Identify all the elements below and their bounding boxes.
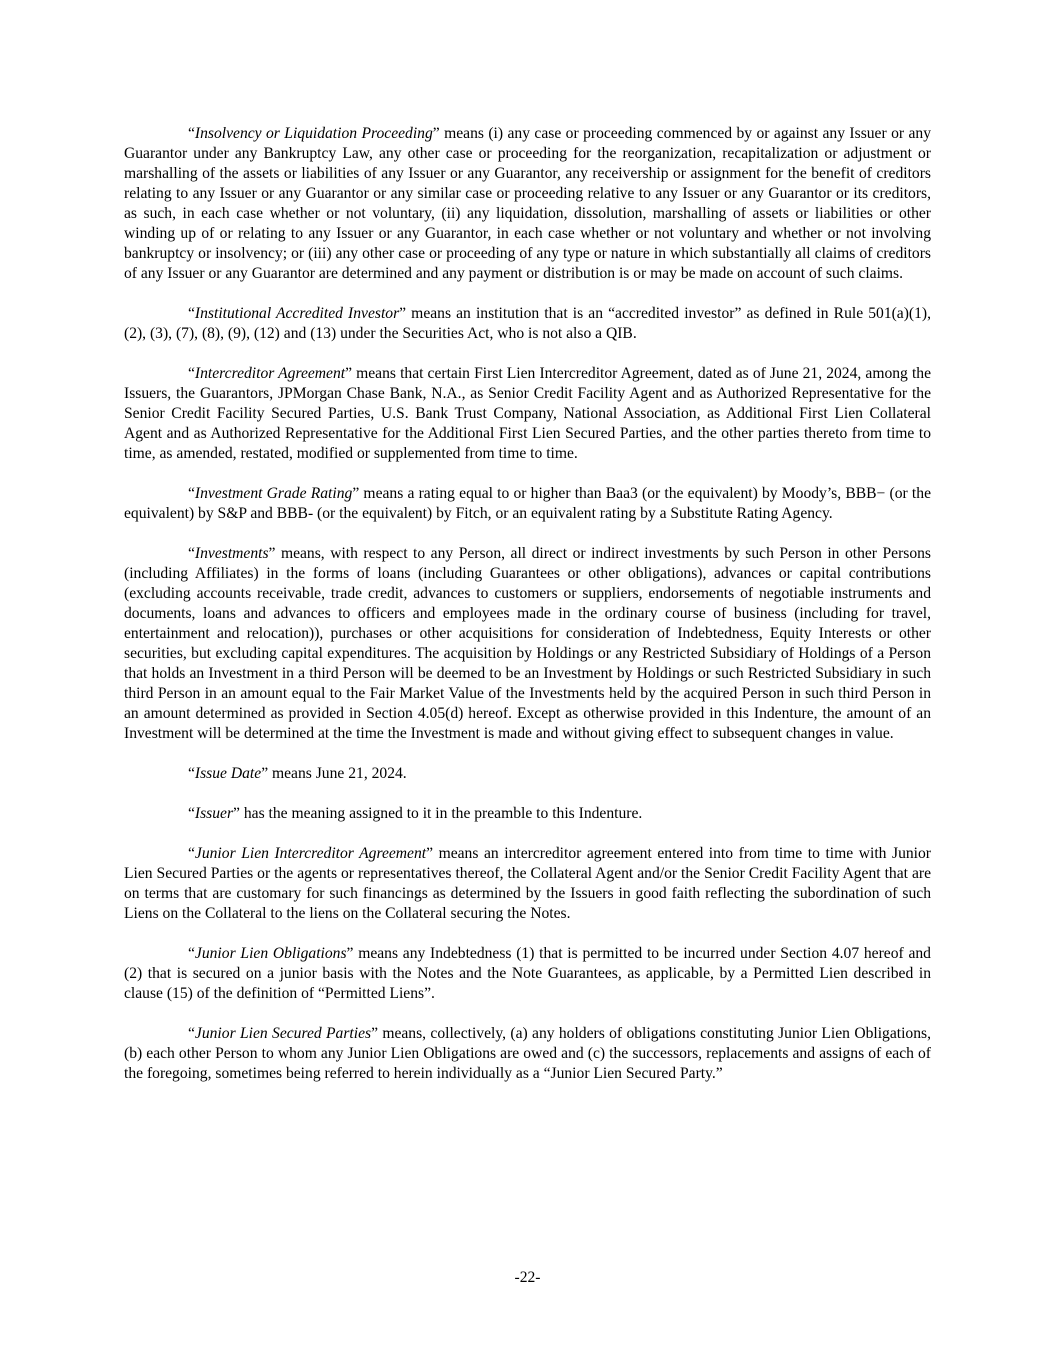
- definition-paragraph: [124, 304, 931, 344]
- definition-paragraph: [124, 944, 931, 1004]
- open-quote: “: [188, 545, 195, 562]
- definition-text: ” means an intercreditor agreement entered into from time to time with Junior Lien Secured Parties or the agents or representatives thereof, the Collateral Agent and/or the Senior Credit Facility Agent that are on terms that are customary for such financings as determined by the Issuers in good faith reflecting the subordination of such Liens on the Collateral to the liens on the Collateral securing the Notes.: [124, 845, 931, 922]
- definition-text: ” means any Indebtedness (1) that is permitted to be incurred under Section 4.07 hereof and (2) that is secured on a junior basis with the Notes and the Note Guarantees, as applicable, by a Permitted Lien described in clause (15) of the definition of “Permitted Liens”.: [124, 945, 931, 1002]
- definition-text: ” means June 21, 2024.: [261, 765, 407, 782]
- defined-term: Investments: [194, 545, 269, 562]
- definition-text: ” has the meaning assigned to it in the preamble to this Indenture.: [233, 805, 643, 822]
- definition-paragraph: [124, 764, 931, 784]
- definition-text: ” means a rating equal to or higher than Baa3 (or the equivalent) by Moody’s, BBB− (or the equivalent) by S&P and BBB- (or the equivalent) by Fitch, or an equivalent rating by a Substitute Rating Agency.: [124, 485, 931, 522]
- open-quote: “: [188, 125, 195, 142]
- defined-term: Investment Grade Rating: [194, 485, 353, 502]
- definition-paragraph: [124, 804, 931, 824]
- definition-text: ” means an institution that is an “accredited investor” as defined in Rule 501(a)(1), (2), (3), (7), (8), (9), (12) and (13) under the Securities Act, who is not also a QIB.: [124, 305, 932, 342]
- open-quote: “: [188, 305, 195, 322]
- definition-text: ” means, collectively, (a) any holders of obligations constituting Junior Lien Obligations, (b) each other Person to whom any Junior Lien Obligations are owed and (c) the successors, replacements and assigns of each of the foregoing, sometimes being referred to herein individually as a “Junior Lien Secured Party.”: [124, 1025, 931, 1082]
- definition-text: ” means (i) any case or proceeding commenced by or against any Issuer or any Guarantor under any Bankruptcy Law, any other case or proceeding for the reorganization, recapitalization or adjustment or marshalling of the assets or liabilities of any Issuer or any Guarantor, any receivership or assignment for the benefit of creditors relating to any Issuer or any Guarantor or any similar case or proceeding relative to any Issuer or any Guarantor or its creditors, as such, in each case whether or not voluntary, (ii) any liquidation, dissolution, marshalling of assets or liabilities or other winding up of or relating to any Issuer or any Guarantor, in each case whether or not voluntary and whether or not involving bankruptcy or insolvency; or (iii) any other case or proceeding of any type or nature in which substantially all claims of creditors of any Issuer or any Guarantor are determined and any payment or distribution is or may be made on account of such claims.: [124, 125, 931, 282]
- defined-term: Junior Lien Obligations: [194, 945, 347, 962]
- defined-term: Intercreditor Agreement: [194, 365, 346, 382]
- defined-term: Junior Lien Intercreditor Agreement: [194, 845, 427, 862]
- open-quote: “: [188, 845, 195, 862]
- defined-term: Insolvency or Liquidation Proceeding: [194, 125, 433, 142]
- defined-term: Issue Date: [194, 765, 262, 782]
- open-quote: “: [188, 805, 195, 822]
- definition-paragraph: [124, 364, 931, 464]
- definition-paragraph: [124, 844, 931, 924]
- defined-term: Issuer: [194, 805, 234, 822]
- definition-text: ” means, with respect to any Person, all direct or indirect investments by such Person in other Persons (including Affiliates) in the forms of loans (including Guarantees or other obligations), advances or capital contributions (excluding accounts receivable, trade credit, advances to customers or suppliers, endorsements of negotiable instruments and documents, loans and advances to officers and employees made in the ordinary course of business (including for travel, entertainment and relocation)), purchases or other acquisitions for consideration of Indebtedness, Equity Interests or other securities, but excluding capital expenditures. The acquisition by Holdings or any Restricted Subsidiary of Holdings of a Person that holds an Investment in a third Person will be deemed to be an Investment by Holdings or such Restricted Subsidiary in such third Person in an amount equal to the Fair Market Value of the Investments held by the acquired Person in such third Person in an amount determined as provided in Section 4.05(d) hereof. Except as otherwise provided in this Indenture, the amount of an Investment will be determined at the time the Investment is made and without giving effect to subsequent changes in value.: [124, 545, 931, 742]
- open-quote: “: [188, 365, 195, 382]
- definition-paragraph: [124, 484, 931, 524]
- document-body: [124, 124, 931, 1104]
- defined-term: Junior Lien Secured Parties: [194, 1025, 372, 1042]
- open-quote: “: [188, 945, 195, 962]
- open-quote: “: [188, 1025, 195, 1042]
- definition-paragraph: [124, 124, 931, 284]
- open-quote: “: [188, 765, 195, 782]
- open-quote: “: [188, 485, 195, 502]
- definition-paragraph: [124, 544, 931, 744]
- definition-text: ” means that certain First Lien Intercreditor Agreement, dated as of June 21, 2024, among the Issuers, the Guarantors, JPMorgan Chase Bank, N.A., as Senior Credit Facility Agent and as Authorized Representative for the Senior Credit Facility Secured Parties, U.S. Bank Trust Company, National Association, as Additional First Lien Collateral Agent and as Authorized Representative for the Additional First Lien Secured Parties, and the other parties thereto from time to time, as amended, restated, modified or supplemented from time to time.: [124, 365, 931, 462]
- page-number: -22-: [514, 1269, 541, 1286]
- definition-paragraph: [124, 1024, 931, 1084]
- defined-term: Institutional Accredited Investor: [194, 305, 400, 322]
